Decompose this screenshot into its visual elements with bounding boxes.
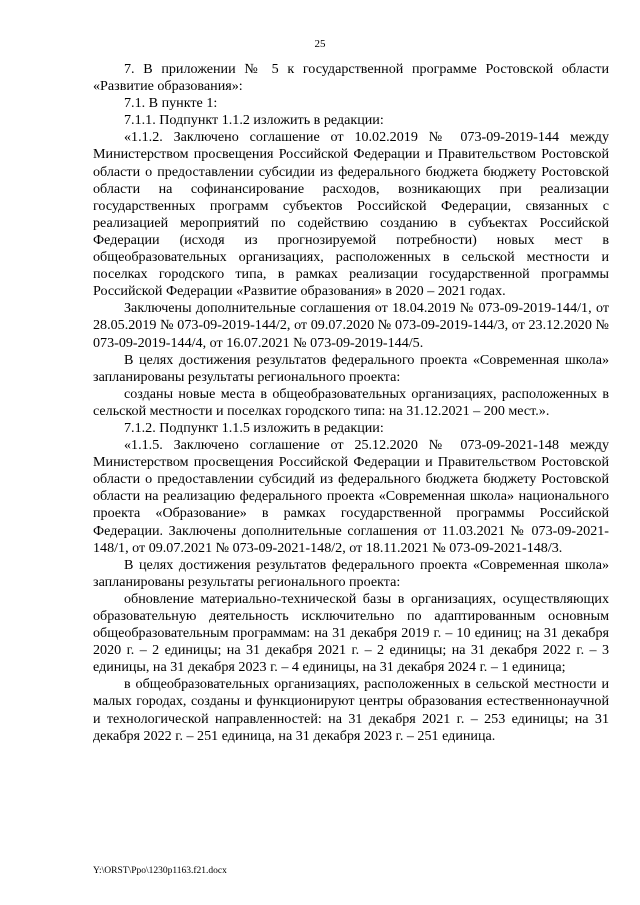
- paragraph-7-1-2: 7.1.2. Подпункт 1.1.5 изложить в редакции:: [124, 419, 384, 436]
- paragraph-7-1: 7.1. В пункте 1:: [124, 95, 218, 112]
- document-body: [93, 61, 609, 745]
- paragraph-education-centers: в общеобразовательных организациях, расположенных в сельской местности и малых городах, созданы и функционируют центры образования естественнонаучной и технологической направленностей: на 31 декабря 2021 г. – 253 единицы; на 31 декабря 2022 г. – 251 единица, на 31 декабря 2023 г. – 251 единица.: [93, 676, 609, 744]
- paragraph-material-base: обновление материально-технической базы в организациях, осуществляющих образовательную деятельность исключительно по адаптированным основным общеобразовательным программам: на 31 декабря 2019 г. – 10 единиц; на 31 декабря 2020 г. – 2 единицы; на 31 декабря 2021 г. – 2 единицы; на 31 декабря 2022 г. – 3 единицы, на 31 декабря 2023 г. – 4 единицы, на 31 декабря 2024 г. – 1 единица;: [93, 590, 609, 676]
- paragraph-7: 7. В приложении № 5 к государственной программе Ростовской области «Развитие образования»:: [93, 61, 609, 95]
- paragraph-7-1-1: 7.1.1. Подпункт 1.1.2 изложить в редакции:: [124, 112, 384, 129]
- paragraph-1-1-5: «1.1.5. Заключено соглашение от 25.12.2020 № 073-09-2021-148 между Министерством просвещения Российской Федерации и Правительством Ростовской области о предоставлении субсидий из федерального бюджета бюджету Ростовской области на реализацию федерального проекта «Современная школа» национального проекта «Образование» в рамках государственной программы Российской Федерации. Заключены дополнительные соглашения от 11.03.2021 № 073-09-2021-148/1, от 09.07.2021 № 073-09-2021-148/2, от 18.11.2021 № 073-09-2021-148/3.: [93, 437, 609, 556]
- file-path-footer: Y:\ORST\Ppo\1230p1163.f21.docx: [93, 866, 227, 876]
- paragraph-additional-agreements-1: Заключены дополнительные соглашения от 18.04.2019 № 073-09-2019-144/1, от 28.05.2019 № 073-09-2019-144/2, от 09.07.2020 № 073-09-2019-144/3, от 23.12.2020 № 073-09-2019-144/4, от 16.07.2021 № 073-09-2019-144/5.: [93, 300, 609, 351]
- paragraph-places-created: созданы новые места в общеобразовательных организациях, расположенных в сельской местности и поселках городского типа: на 31.12.2021 – 200 мест.».: [93, 385, 609, 419]
- paragraph-goals-1: В целях достижения результатов федерального проекта «Современная школа» запланированы результаты регионального проекта:: [93, 351, 609, 385]
- paragraph-1-1-2: «1.1.2. Заключено соглашение от 10.02.2019 № 073-09-2019-144 между Министерством просвещения Российской Федерации и Правительством Ростовской области о предоставлении субсидии из федерального бюджета бюджету Ростовской области на софинансирование расходов, возникающих при реализации государственных программ субъектов Российской Федерации, связанных с реализацией мероприятий по содействию созданию в субъектах Российской Федерации (исходя из прогнозируемой потребности) новых мест в общеобразовательных организациях, расположенных в сельской местности и поселках городского типа, в рамках реализации государственной программы Российской Федерации «Развитие образования» в 2020 – 2021 годах.: [93, 129, 609, 300]
- page-number: 25: [314, 38, 326, 50]
- paragraph-goals-2: В целях достижения результатов федерального проекта «Современная школа» запланированы результаты регионального проекта:: [93, 556, 609, 590]
